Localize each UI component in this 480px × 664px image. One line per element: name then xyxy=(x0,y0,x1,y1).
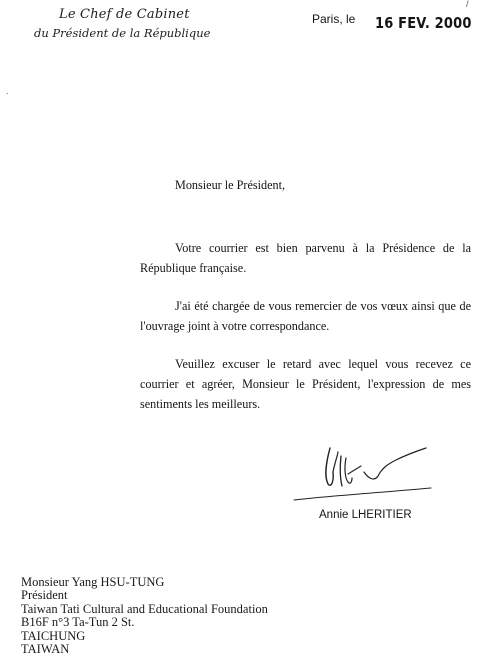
letterhead-title: Le Chef de Cabinet xyxy=(59,7,190,22)
recipient-address xyxy=(21,576,268,656)
recipient-line: Président xyxy=(21,588,68,603)
date-stamp: 16 FEV. 2000 xyxy=(375,14,472,32)
recipient-line: TAIWAN xyxy=(21,642,70,657)
recipient-line: TAICHUNG xyxy=(21,628,86,643)
margin-dot: . xyxy=(6,86,9,96)
recipient-line: Monsieur Yang HSU-TUNG xyxy=(21,575,165,589)
margin-mark: / xyxy=(466,0,469,9)
signature xyxy=(286,438,434,508)
letterhead-subtitle: du Président de la République xyxy=(34,26,211,40)
recipient-line: B16F n°3 Ta-Tun 2 St. xyxy=(21,615,135,630)
place-label: Paris, le xyxy=(312,12,356,26)
recipient-line: Taiwan Tati Cultural and Educational Foundation xyxy=(21,601,268,616)
letterhead xyxy=(34,6,224,42)
salutation: Monsieur le Président, xyxy=(175,178,286,192)
letter-paragraph: Veuillez excuser le retard avec lequel vous recevez ce courrier et agréer, Monsieur le Président, l'expression de mes sentiments les meilleurs. xyxy=(140,357,471,411)
letter-paragraph: J'ai été chargée de vous remercier de vos vœux ainsi que de l'ouvrage joint à votre correspondance. xyxy=(140,299,471,333)
letter-paragraph: Votre courrier est bien parvenu à la Présidence de la République française. xyxy=(140,241,471,275)
signatory-name: Annie LHERITIER xyxy=(319,509,412,521)
